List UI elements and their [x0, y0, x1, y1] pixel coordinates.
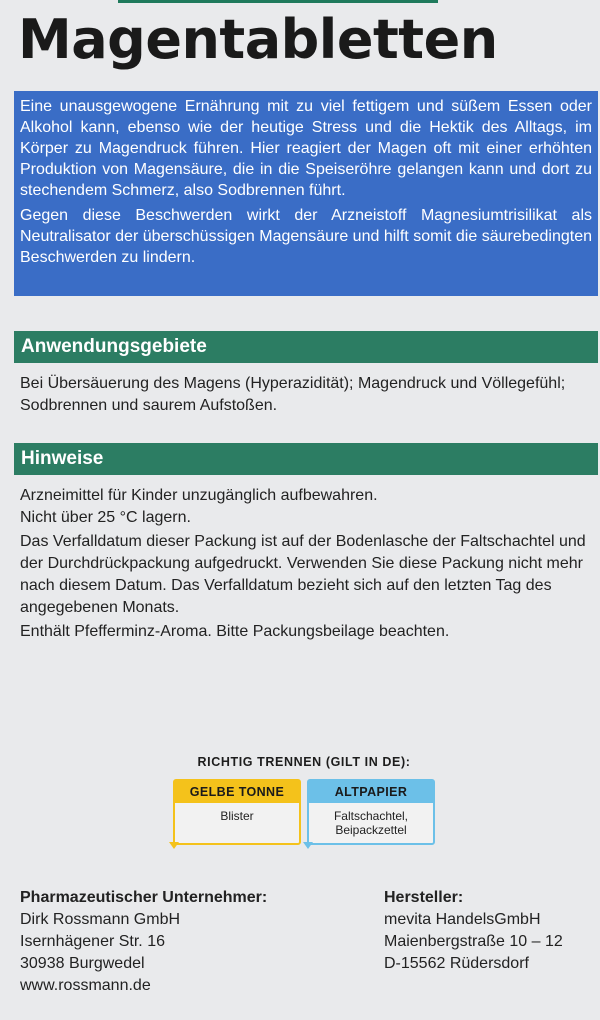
distributor-website: www.rossmann.de [20, 977, 151, 994]
yellow-bin-box [173, 779, 301, 845]
section-heading-anwendungsgebiete: Anwendungsgebiete [14, 331, 598, 363]
anwendungsgebiete-text [20, 373, 590, 419]
distributor-line: 30938 Burgwedel [20, 955, 145, 972]
paper-bin-label: ALTPAPIER [309, 781, 433, 803]
product-title: Magentabletten [18, 8, 498, 71]
manufacturer-heading: Hersteller: [384, 889, 464, 906]
top-accent-line [118, 0, 438, 3]
hinweise-paragraph: Enthält Pfefferminz-Aroma. Bitte Packungsbeilage beachten. [20, 623, 450, 640]
down-arrow-icon [303, 842, 313, 849]
recycling-title: RICHTIG TRENNEN (GILT IN DE): [197, 755, 411, 769]
hinweise-paragraph: Das Verfalldatum dieser Packung ist auf der Bodenlasche der Faltschachtel und der Durchdrückpackung aufgedruckt. Verwenden Sie diese Packung nicht mehr nach diesem Datum. Das Verfalldatum bezieht sich auf den letzten Tag des angegebenen Monats. [20, 533, 586, 616]
hinweise-text [20, 485, 590, 645]
anwendungsgebiete-paragraph: Bei Übersäuerung des Magens (Hyperazidität); Magendruck und Völlegefühl; Sodbrennen und saurem Aufstoßen. [20, 375, 566, 414]
intro-paragraph: Gegen diese Beschwerden wirkt der Arzneistoff Magnesiumtrisilikat als Neutralisator der überschüssigen Magensäure und hilft somit die säurebedingten Beschwerden zu lindern. [20, 207, 592, 266]
distributor-line: Dirk Rossmann GmbH [20, 911, 181, 928]
recycling-info [164, 755, 444, 855]
paper-bin-box [307, 779, 435, 845]
section-heading-hinweise: Hinweise [14, 443, 598, 475]
hinweise-line: Nicht über 25 °C lagern. [20, 509, 191, 526]
intro-box [14, 91, 598, 296]
manufacturer-line: D-15562 Rüdersdorf [384, 955, 529, 972]
manufacturer-line: Maienbergstraße 10 – 12 [384, 933, 563, 950]
intro-paragraph: Eine unausgewogene Ernährung mit zu viel fettigem und süßem Essen oder Alkohol kann, ebenso wie der heutige Stress und die Hektik des Alltags, im Körper zu Magendruck führen. Hier reagiert der Magen oft mit einer erhöhten Produktion von Magensäure, die in die Speiseröhre gelangen kann und dort zu stechendem Schmerz, also Sodbrennen führt. [20, 98, 592, 199]
manufacturer-info [384, 887, 563, 975]
down-arrow-icon [169, 842, 179, 849]
hinweise-line: Arzneimittel für Kinder unzugänglich aufbewahren. [20, 487, 378, 504]
manufacturer-line: mevita HandelsGmbH [384, 911, 541, 928]
recycling-bins [164, 779, 444, 845]
yellow-bin-label: GELBE TONNE [175, 781, 299, 803]
distributor-heading: Pharmazeutischer Unternehmer: [20, 889, 268, 906]
paper-bin-contents: Faltschachtel, Beipackzettel [333, 809, 409, 837]
distributor-info [20, 887, 267, 997]
yellow-bin-contents: Blister [220, 809, 254, 823]
distributor-line: Isernhägener Str. 16 [20, 933, 165, 950]
